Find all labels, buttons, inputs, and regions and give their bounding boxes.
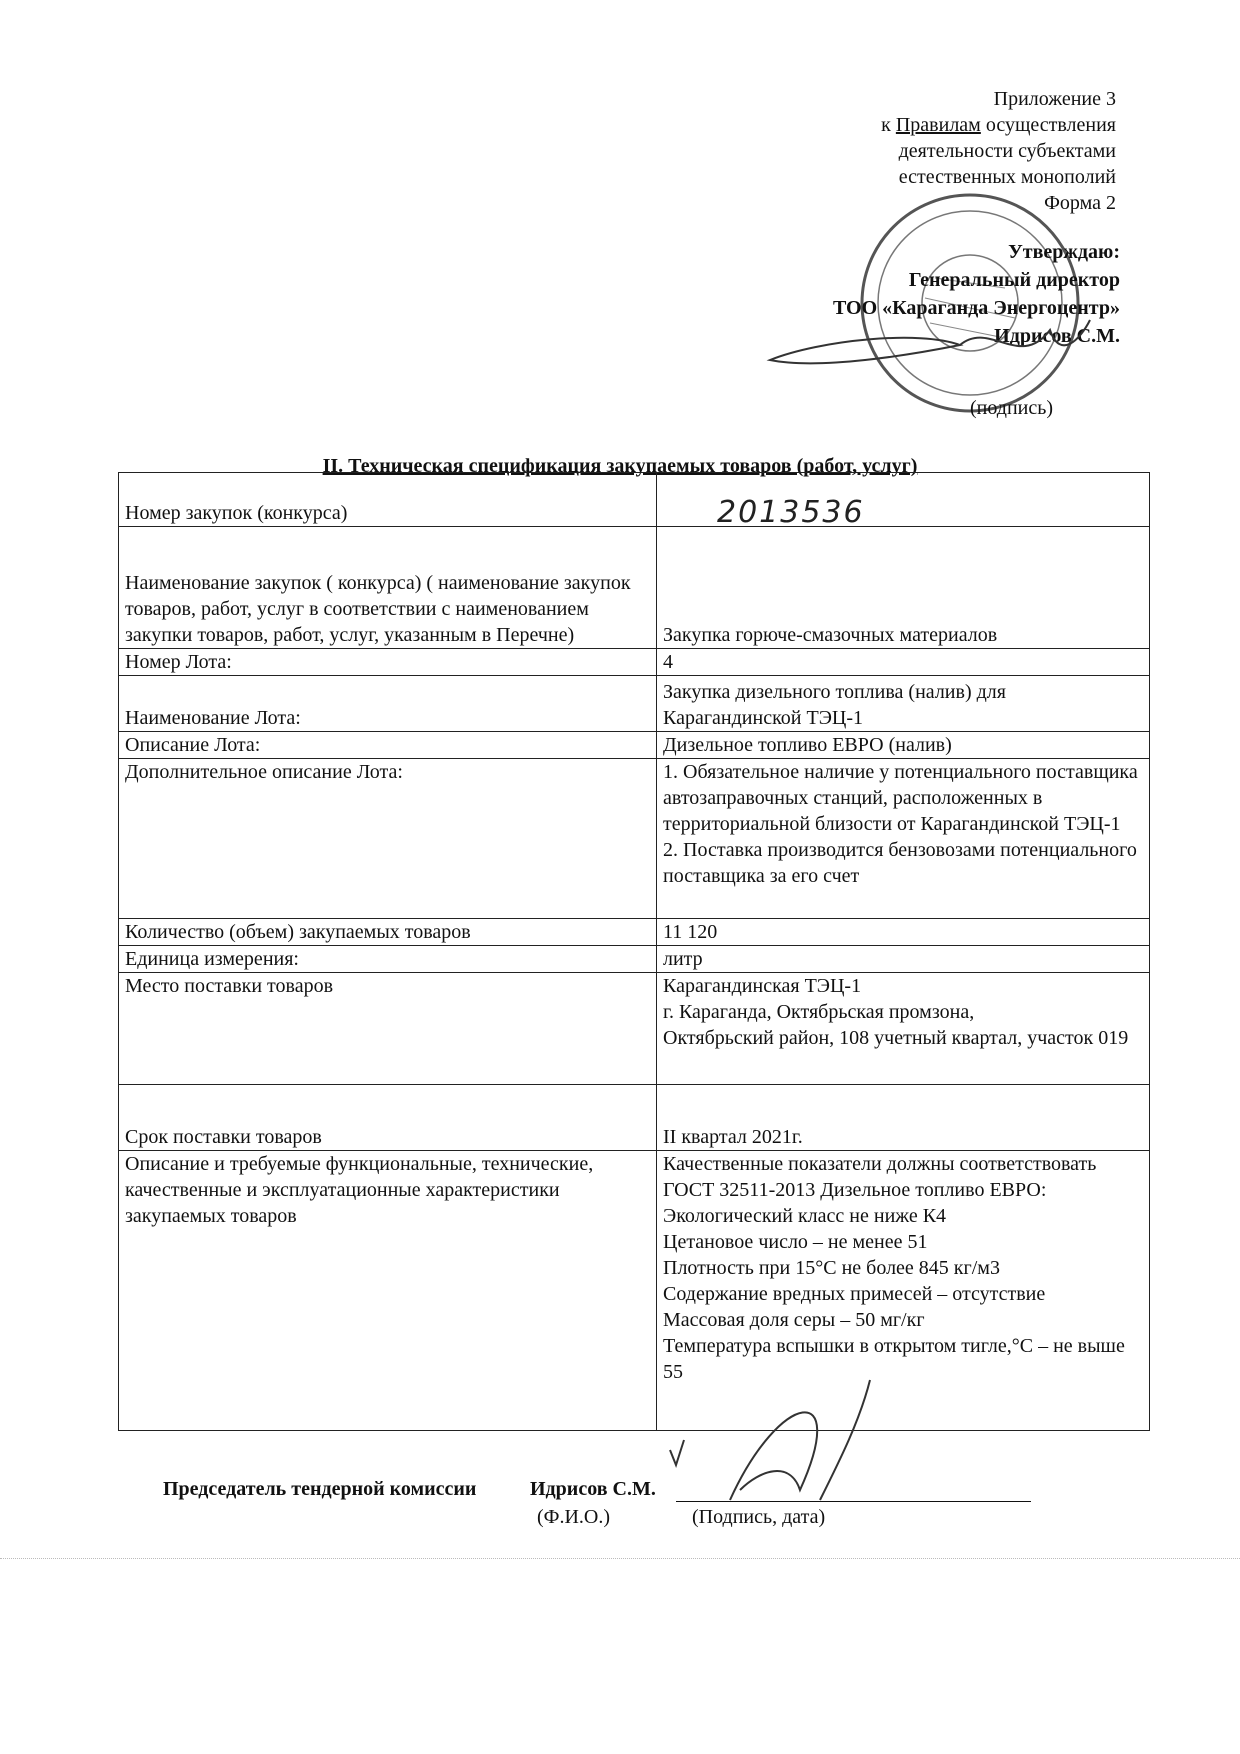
fio-caption: (Ф.И.О.) bbox=[537, 1506, 611, 1528]
chairman-role: Председатель тендерной комиссии bbox=[163, 1478, 477, 1500]
row-label: Описание и требуемые функциональные, технические, качественные и эксплуатационные характеристики закупаемых товаров bbox=[119, 1151, 657, 1431]
table-row bbox=[119, 973, 1150, 1085]
row-label: Срок поставки товаров bbox=[119, 1085, 657, 1151]
row-label: Дополнительное описание Лота: bbox=[119, 759, 657, 919]
row-value: Карагандинская ТЭЦ-1 г. Караганда, Октябрьская промзона, Октябрьский район, 108 учетный квартал, участок 019 bbox=[657, 973, 1150, 1085]
row-label: Количество (объем) закупаемых товаров bbox=[119, 919, 657, 946]
handwritten-procurement-number: 2013536 bbox=[657, 473, 1150, 527]
spec-table bbox=[118, 472, 1150, 1431]
row-value: Закупка горюче-смазочных материалов bbox=[657, 527, 1150, 649]
row-value: 1. Обязательное наличие у потенциального поставщика автозаправочных станций, расположенных в территориальной близости от Карагандинской ТЭЦ-1 2. Поставка производится бензовозами потенциального поставщика за его счет bbox=[657, 759, 1150, 919]
row-label: Наименование закупок ( конкурса) ( наименование закупок товаров, работ, услуг в соответствии с наименованием закупки товаров, работ, услуг, указанным в Перечне) bbox=[119, 527, 657, 649]
approve-label: Утверждаю: bbox=[1008, 241, 1120, 263]
spec-title: II. Техническая спецификация закупаемых товаров (работ, услуг) bbox=[322, 455, 918, 477]
row-value: II квартал 2021г. bbox=[657, 1085, 1150, 1151]
row-label: Наименование Лота: bbox=[119, 676, 657, 732]
chairman-signature bbox=[640, 1370, 900, 1510]
row-label: Единица измерения: bbox=[119, 946, 657, 973]
signature-caption: (подпись) bbox=[970, 397, 1054, 419]
director-signature bbox=[760, 300, 1100, 410]
table-row bbox=[119, 649, 1150, 676]
rules-link[interactable]: Правилам bbox=[895, 114, 981, 136]
row-label: Номер закупок (конкурса) bbox=[119, 473, 657, 527]
rules-line-3: деятельности субъектами bbox=[898, 140, 1116, 162]
row-value: литр bbox=[657, 946, 1150, 973]
row-label: Номер Лота: bbox=[119, 649, 657, 676]
director-name: Идрисов С.М. bbox=[994, 325, 1120, 347]
row-label: Описание Лота: bbox=[119, 732, 657, 759]
row-value: Качественные показатели должны соответствовать ГОСТ 32511-2013 Дизельное топливо ЕВРО: Экологический класс не ниже К4 Цетановое число – не менее 51 Плотность при 15°С не более 845 кг/м3 Содержание вредных примесей – отсутствие Массовая доля серы – 50 мг/кг Температура вспышки в открытом тигле,°С – не выше 55 bbox=[657, 1151, 1150, 1431]
table-row bbox=[119, 473, 1150, 527]
row-label: Место поставки товаров bbox=[119, 973, 657, 1085]
table-row bbox=[119, 676, 1150, 732]
table-row bbox=[119, 759, 1150, 919]
table-row bbox=[119, 1151, 1150, 1431]
rules-line-4: естественных монополий bbox=[898, 166, 1116, 188]
table-row bbox=[119, 527, 1150, 649]
sign-date-caption: (Подпись, дата) bbox=[692, 1506, 826, 1528]
row-value: Дизельное топливо ЕВРО (налив) bbox=[657, 732, 1150, 759]
row-value: 11 120 bbox=[657, 919, 1150, 946]
scan-edge-line bbox=[0, 1558, 1240, 1559]
row-value: Закупка дизельного топлива (налив) для Карагандинской ТЭЦ-1 bbox=[657, 676, 1150, 732]
chairman-block bbox=[163, 1478, 656, 1501]
chairman-name: Идрисов С.М. bbox=[530, 1478, 656, 1500]
rules-line: к Правилам осуществления bbox=[881, 114, 1116, 136]
row-value: 4 bbox=[657, 649, 1150, 676]
form-number: Форма 2 bbox=[1044, 192, 1116, 214]
table-row bbox=[119, 1085, 1150, 1151]
table-row bbox=[119, 946, 1150, 973]
table-row bbox=[119, 732, 1150, 759]
signature-line bbox=[676, 1501, 1031, 1502]
director-position: Генеральный директор bbox=[908, 269, 1120, 291]
table-row bbox=[119, 919, 1150, 946]
organization-name: ТОО «Караганда Энергоцентр» bbox=[832, 297, 1120, 319]
appendix-number: Приложение 3 bbox=[993, 88, 1116, 110]
